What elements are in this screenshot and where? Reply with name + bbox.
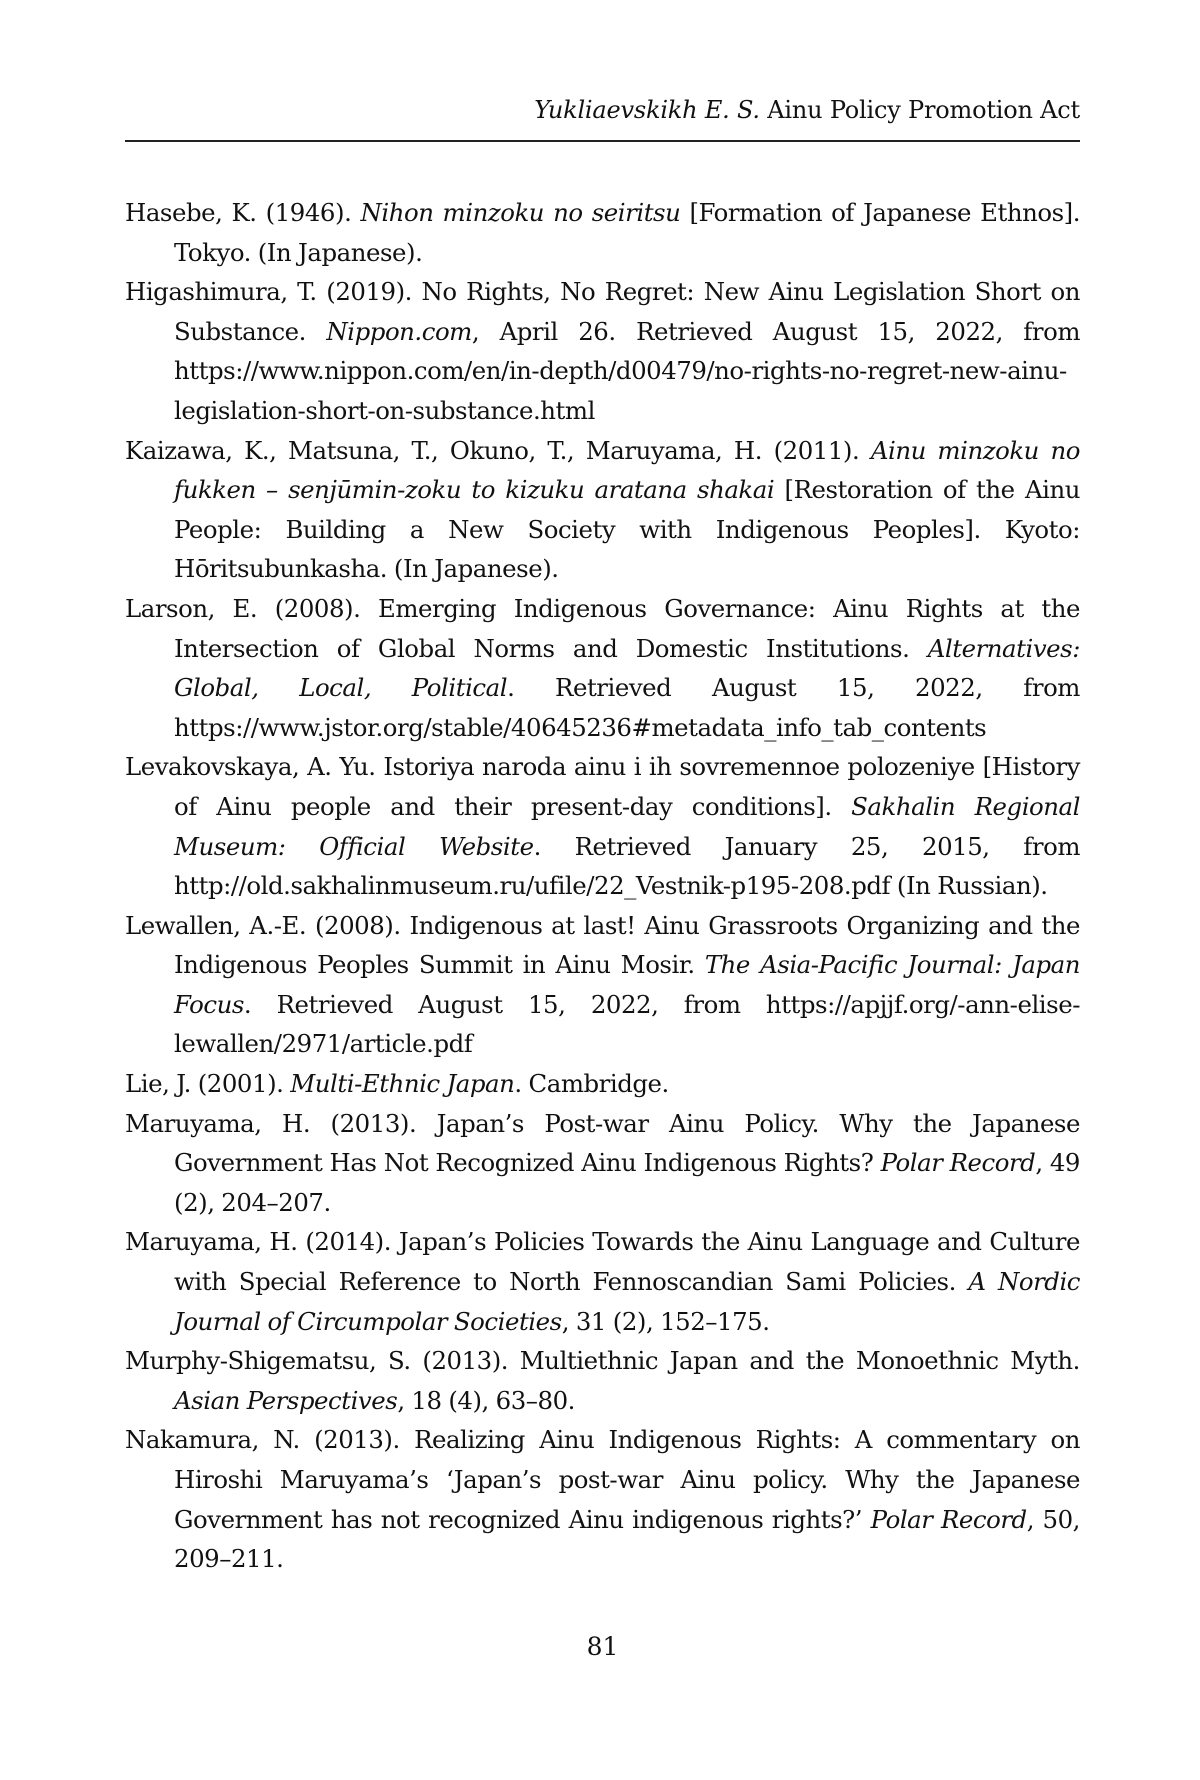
page: [125, 0, 1080, 1780]
running-head-title: Ainu Policy Promotion Act: [767, 96, 1080, 124]
reference-text: , 31 (2), 152–175.: [561, 1306, 770, 1336]
reference-text: , 49 (2), 204–207.: [174, 1148, 1080, 1217]
reference-entry: [125, 1341, 1080, 1420]
reference-entry: [125, 906, 1080, 1064]
reference-text: Lewallen, A.-E. (2008). Indigenous at last! Ainu Grassroots Organizing and the Indigenous Peoples Summit in Ainu Mosir.: [125, 910, 1080, 980]
reference-title: Nihon minzoku no seiritsu: [360, 198, 681, 227]
reference-text: . Retrieved August 15, 2022, from https://www.jstor.org/stable/40645236#metadata_info_tab_contents: [174, 673, 1080, 742]
reference-title: Sakhalin Regional Museum: Official Website: [174, 791, 1080, 861]
reference-text: Hasebe, K. (1946).: [125, 198, 361, 227]
reference-text: Maruyama, H. (2014). Japan’s Policies Towards the Ainu Language and Culture with Special Reference to North Fennoscandian Sami Policies.: [125, 1227, 1080, 1297]
reference-text: . Cambridge.: [514, 1069, 669, 1099]
reference-list: [125, 193, 1080, 1579]
reference-entry: [125, 1420, 1080, 1578]
reference-title: Nippon.com: [326, 316, 472, 346]
reference-text: Maruyama, H. (2013). Japan’s Post-war Ainu Policy. Why the Japanese Government Has Not Recognized Ainu Indigenous Rights?: [125, 1108, 1080, 1178]
reference-entry: [125, 1064, 1080, 1104]
reference-text: , 18 (4), 63–80.: [397, 1385, 575, 1415]
reference-text: [Formation of Japanese Ethnos]. Tokyo. (In Japanese).: [174, 198, 1081, 267]
reference-text: Kaizawa, K., Matsuna, T., Okuno, T., Maruyama, H. (2011).: [125, 435, 871, 465]
reference-text: Levakovskaya, A. Yu. Istoriya naroda ainu i ih sovremennoe polozeniye [History of Ainu people and their present-day conditions].: [125, 752, 1080, 821]
reference-entry: [125, 1222, 1080, 1341]
reference-title: A Nordic Journal of Circumpolar Societies: [174, 1267, 1081, 1336]
reference-text: , April 26. Retrieved August 15, 2022, from https://www.nippon.com/en/in-depth/d00479/no-rights-no-regret-new-ainu-legislation-short-on-substance.html: [174, 316, 1080, 425]
reference-text: Higashimura, T. (2019). No Rights, No Regret: New Ainu Legislation Short on Substance.: [125, 277, 1080, 346]
running-head: [534, 96, 1080, 124]
reference-title: Multi-Ethnic Japan: [290, 1069, 515, 1099]
reference-entry: [125, 272, 1080, 430]
reference-text: . Retrieved August 15, 2022, from https://apjjf.org/-ann-elise-lewallen/2971/article.pdf: [174, 989, 1080, 1059]
reference-text: Murphy-Shigematsu, S. (2013). Multiethnic Japan and the Monoethnic Myth.: [125, 1346, 1080, 1376]
reference-title: Asian Perspectives: [174, 1385, 398, 1415]
running-head-author: Yukliaevskikh E. S.: [534, 96, 760, 124]
reference-title: The Asia-Pacific Journal: Japan Focus: [174, 950, 1080, 1019]
reference-entry: [125, 431, 1080, 589]
reference-title: Polar Record: [870, 1504, 1027, 1534]
reference-text: , 50, 209–211.: [174, 1504, 1080, 1574]
reference-entry: [125, 193, 1080, 272]
header-divider: [125, 140, 1080, 142]
page-number: 81: [586, 1632, 619, 1661]
reference-text: Lie, J. (2001).: [125, 1069, 291, 1099]
reference-entry: [125, 589, 1080, 747]
reference-title: Polar Record: [880, 1148, 1036, 1178]
reference-title: Alternatives: Global, Local, Political: [174, 633, 1080, 703]
reference-text: Nakamura, N. (2013). Realizing Ainu Indigenous Rights: A commentary on Hiroshi Maruyama’s ‘Japan’s post-war Ainu policy. Why the Japanese Government has not recognized Ainu indigenous rights?’: [125, 1425, 1080, 1534]
reference-entry: [125, 1104, 1080, 1223]
reference-text: Larson, E. (2008). Emerging Indigenous Governance: Ainu Rights at the Intersection of Global Norms and Domestic Institutions.: [125, 593, 1080, 663]
reference-title: Ainu minzoku no fukken – senjūmin-zoku to kizuku aratana shakai: [174, 435, 1080, 505]
reference-entry: [125, 747, 1080, 905]
reference-text: . Retrieved January 25, 2015, from http://old.sakhalinmuseum.ru/ufile/22_Vestnik-p195-208.pdf (In Russian).: [174, 831, 1080, 901]
reference-text: [Restoration of the Ainu People: Building a New Society with Indigenous Peoples]. Kyoto: Hōritsubunkasha. (In Japanese).: [174, 475, 1080, 584]
